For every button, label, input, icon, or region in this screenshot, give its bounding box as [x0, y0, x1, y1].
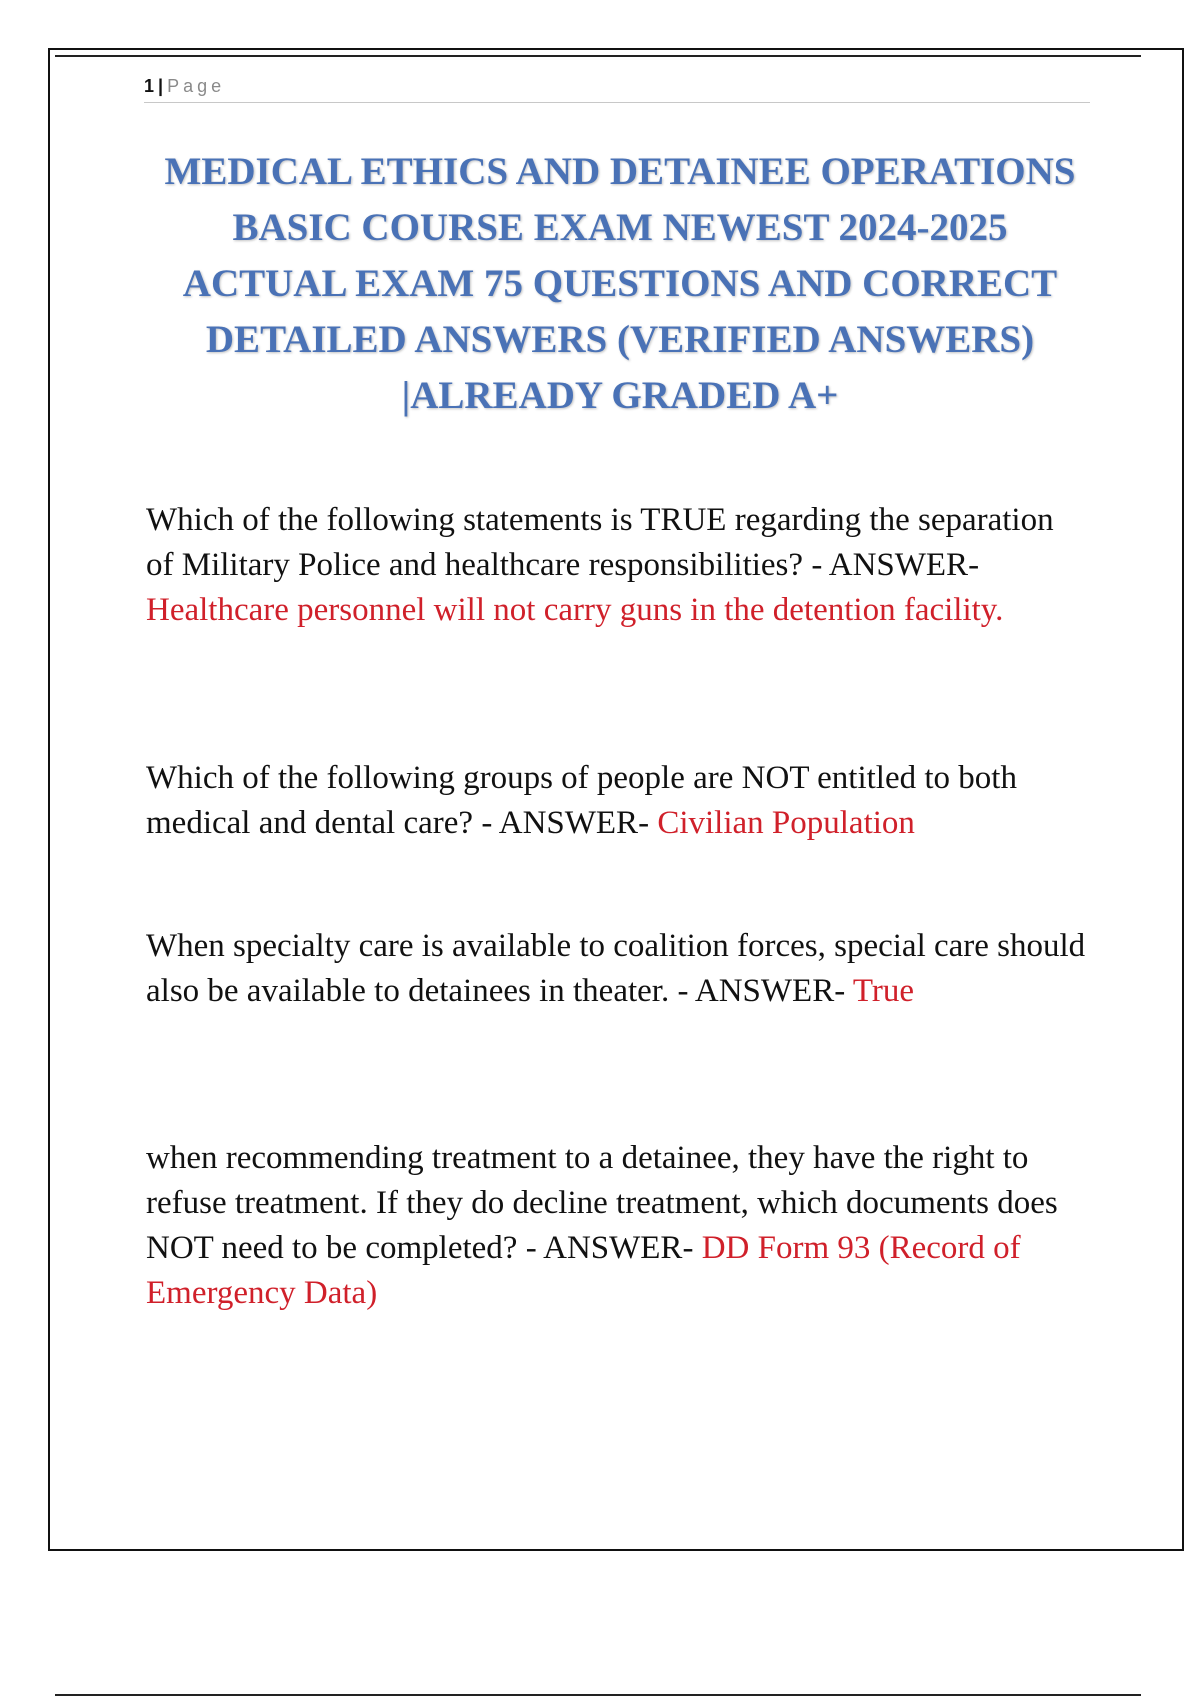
question-text: when recommending treatment to a detainee, they have the right to refuse treatment. If they do decline treatment, which documents does NOT need to be completed?: [146, 1140, 1058, 1266]
answer-text: Healthcare personnel will not carry guns in the detention facility.: [146, 592, 1004, 628]
top-rule: [55, 55, 1141, 57]
answer-marker: - ANSWER-: [811, 547, 980, 583]
question-text: When specialty care is available to coalition forces, special care should also be available to detainees in theater.: [146, 928, 1086, 1009]
page-label: Page: [167, 76, 226, 96]
bottom-rule: [55, 1694, 1141, 1696]
document-title: MEDICAL ETHICS AND DETAINEE OPERATIONS BASIC COURSE EXAM NEWEST 2024-2025 ACTUAL EXAM 75 QUESTIONS AND CORRECT DETAILED ANSWERS (VERIFIED ANSWERS) |ALREADY GRADED A+: [164, 150, 1076, 417]
qa-item: [146, 756, 1086, 846]
answer-marker: - ANSWER-: [525, 1230, 694, 1266]
page-number: 1: [144, 76, 155, 96]
answer-text: DD Form 93 (Record of Emergency Data): [146, 1230, 1021, 1311]
answer-text: Civilian Population: [657, 805, 915, 841]
answer-marker: - ANSWER-: [481, 805, 650, 841]
question-text: Which of the following groups of people are NOT entitled to both medical and dental care?: [146, 760, 1017, 841]
answer-text: True: [852, 973, 914, 1009]
qa-item: [146, 924, 1086, 1014]
page-separator: |: [158, 76, 164, 96]
answer-marker: - ANSWER-: [677, 973, 846, 1009]
question-text: Which of the following statements is TRUE regarding the separation of Military Police and healthcare responsibilities?: [146, 502, 1054, 583]
page-header: [144, 72, 1090, 103]
qa-item: [146, 1136, 1086, 1316]
qa-item: [146, 498, 1086, 633]
